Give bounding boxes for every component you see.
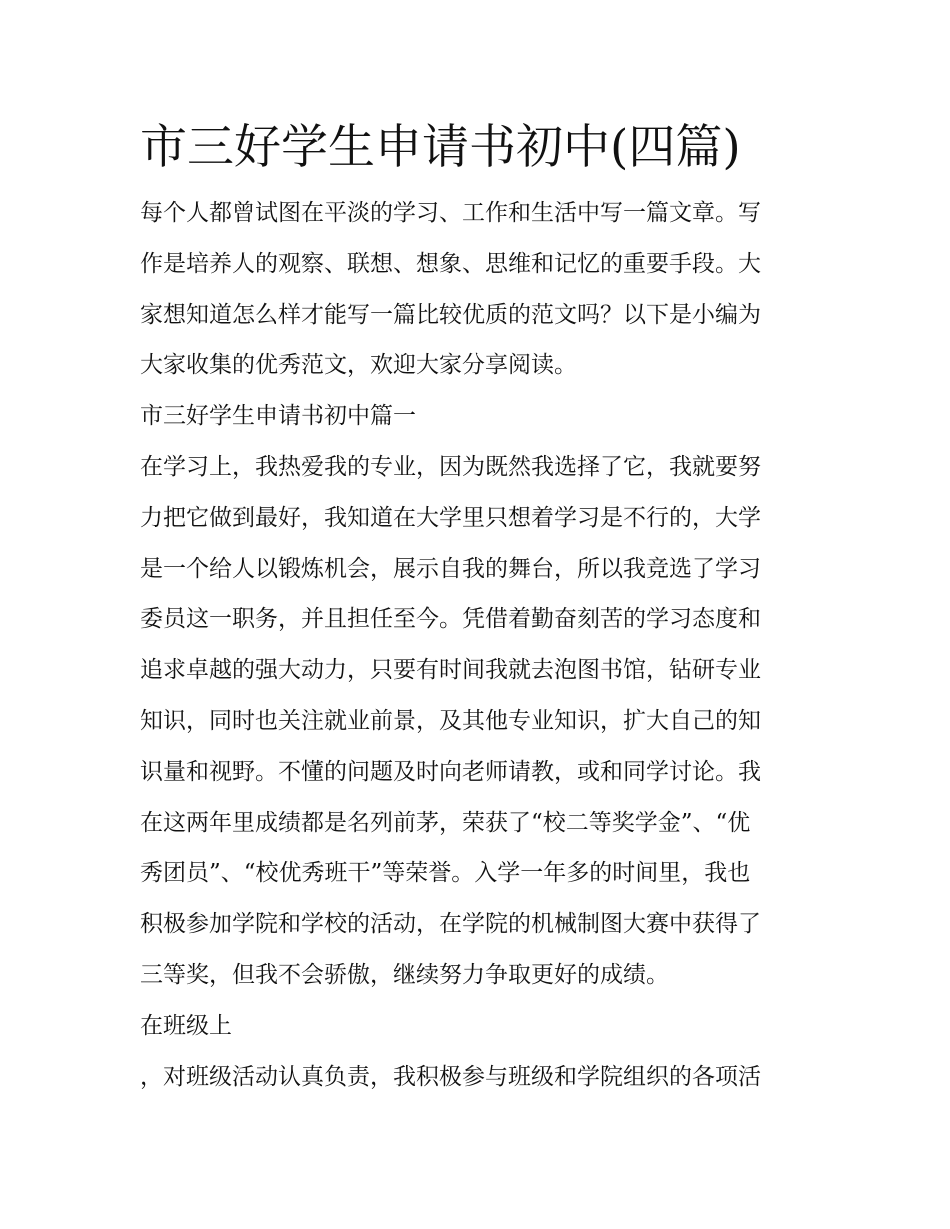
- text-line: 是一个给人以锻炼机会，展示自我的舞台，所以我竞选了学习: [140, 555, 761, 582]
- text-line: 在学习上，我热爱我的专业，因为既然我选择了它，我就要努: [140, 453, 761, 480]
- text-line: 作是培养人的观察、联想、想象、思维和记忆的重要手段。大: [140, 250, 761, 277]
- text-line: 追求卓越的强大动力，只要有时间我就去泡图书馆，钻研专业: [140, 657, 761, 684]
- text-line: 委员这一职务，并且担任至今。凭借着勤奋刻苦的学习态度和: [140, 606, 761, 633]
- text-line: 积极参加学院和学校的活动，在学院的机械制图大赛中获得了: [140, 911, 761, 938]
- document-title: 市三好学生申请书初中(四篇): [140, 120, 741, 175]
- text-line: 知识，同时也关注就业前景，及其他专业知识，扩大自己的知: [140, 707, 761, 734]
- section-heading: 市三好学生申请书初中篇一: [140, 403, 416, 430]
- text-line: 三等奖，但我不会骄傲，继续努力争取更好的成绩。: [140, 961, 669, 988]
- text-line: ，对班级活动认真负责，我积极参与班级和学院组织的各项活: [140, 1063, 761, 1090]
- text-line: 大家收集的优秀范文，欢迎大家分享阅读。: [140, 352, 577, 379]
- document-page: [140, 112, 820, 1102]
- text-line: 秀团员”、“校优秀班干”等荣誉。入学一年多的时间里，我也: [140, 860, 751, 887]
- text-line: 识量和视野。不懂的问题及时向老师请教，或和同学讨论。我: [140, 758, 761, 785]
- text-line: 每个人都曾试图在平淡的学习、工作和生活中写一篇文章。写: [140, 200, 761, 226]
- text-line: 在这两年里成绩都是名列前茅，荣获了“校二等奖学金”、“优: [140, 809, 751, 836]
- text-line: 力把它做到最好，我知道在大学里只想着学习是不行的，大学: [140, 504, 761, 531]
- text-line: 在班级上: [140, 1012, 232, 1039]
- document-body: [140, 188, 820, 1102]
- text-line: 家想知道怎么样才能写一篇比较优质的范文吗？以下是小编为: [140, 301, 761, 328]
